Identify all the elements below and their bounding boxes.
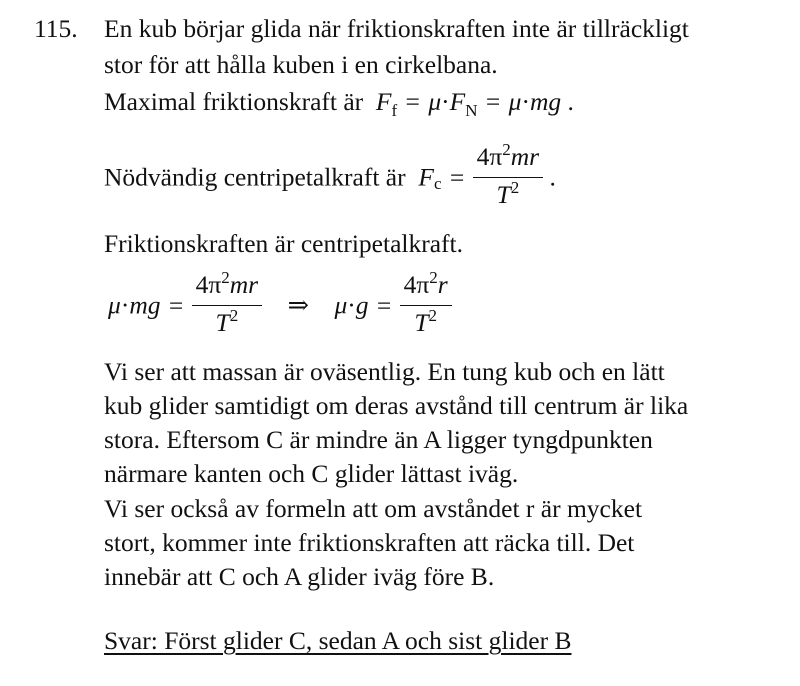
- symbol-F: F: [418, 162, 434, 192]
- subscript-c: c: [433, 173, 442, 193]
- symbol-F-normal: F: [449, 87, 466, 116]
- subscript-f: f: [391, 101, 398, 120]
- symbol-T: T: [496, 180, 511, 209]
- equals-sign: =: [485, 87, 501, 116]
- fraction-left: [192, 270, 262, 341]
- answer-line: Svar: Först glider C, sedan A och sist glider B: [104, 626, 572, 655]
- period: .: [567, 87, 574, 116]
- fraction-denominator: [400, 306, 452, 341]
- dot-operator: ·: [347, 290, 356, 320]
- fraction-right: [400, 270, 452, 341]
- symbol-mu: μ: [334, 290, 348, 320]
- symbol-mg: mg: [529, 87, 562, 116]
- four-pi: 4π: [476, 142, 503, 171]
- paragraph-1-line-1: Vi ser att massan är oväsentlig. En tung kub och en lätt: [104, 357, 665, 386]
- equality-statement: Friktionskraften är centripetalkraft.: [104, 229, 463, 258]
- symbol-mr: mr: [510, 142, 540, 171]
- paragraph-1-line-3: stora. Eftersom C är mindre än A ligger tyngdpunkten: [104, 425, 653, 454]
- paragraph-2-line-2: stort, kommer inte friktionskraften att räcka till. Det: [104, 528, 635, 557]
- fraction-centripetal: [473, 142, 543, 213]
- symbol-mu: μ: [108, 290, 121, 320]
- exponent: 2: [229, 306, 239, 325]
- symbol-g: g: [355, 290, 369, 320]
- fraction-denominator: [192, 306, 262, 341]
- paragraph-2-line-1: Vi ser också av formeln att om avståndet r är mycket: [104, 494, 643, 523]
- exponent: 2: [510, 178, 520, 197]
- exponent: 2: [428, 306, 438, 325]
- centripetal-label: Nödvändig centripetalkraft är: [104, 162, 406, 192]
- exponent: 2: [502, 140, 511, 159]
- symbol-mu: μ: [508, 87, 522, 116]
- exponent: 2: [429, 268, 438, 287]
- paragraph-2-line-3: innebär att C och A glider iväg före B.: [104, 562, 495, 591]
- four-pi: 4π: [403, 270, 430, 299]
- subscript-N: N: [465, 101, 478, 120]
- intro-line-1: En kub börjar glida när friktionskraften inte är tillräckligt: [104, 14, 689, 43]
- dot-operator: ·: [120, 290, 130, 320]
- max-friction-formula: [375, 87, 574, 120]
- dot-operator: ·: [441, 87, 450, 116]
- paragraph-1-line-2: kub glider samtidigt om deras avstånd till centrum är lika: [104, 391, 689, 420]
- symbol-mu: μ: [428, 87, 442, 116]
- implies-arrow: ⇒: [287, 290, 309, 320]
- max-friction-label: Maximal friktionskraft är: [104, 87, 364, 116]
- symbol-r: r: [437, 270, 448, 299]
- intro-line-2: stor för att hålla kuben i en cirkelbana.: [104, 50, 498, 79]
- combined-equation: [108, 270, 452, 341]
- equals-sign: =: [168, 290, 184, 320]
- max-friction-line: [104, 87, 574, 120]
- symbol-mg: mg: [129, 290, 161, 320]
- equals-sign: =: [376, 290, 392, 320]
- four-pi: 4π: [195, 270, 222, 299]
- dot-operator: ·: [521, 87, 530, 116]
- centripetal-line: [104, 142, 556, 213]
- equals-sign: =: [449, 162, 465, 192]
- symbol-mr: mr: [229, 270, 259, 299]
- symbol-T: T: [215, 308, 230, 337]
- fraction-numerator: [473, 142, 543, 178]
- exponent: 2: [221, 268, 230, 287]
- fraction-numerator: [192, 270, 262, 306]
- problem-number: 115.: [34, 14, 78, 43]
- symbol-F: F: [375, 87, 392, 116]
- paragraph-1-line-4: närmare kanten och C glider lättast iväg.: [104, 459, 519, 488]
- fraction-denominator: [473, 178, 543, 213]
- period: .: [549, 162, 556, 192]
- equals-sign: =: [405, 87, 420, 116]
- fraction-numerator: [400, 270, 452, 306]
- symbol-T: T: [414, 308, 429, 337]
